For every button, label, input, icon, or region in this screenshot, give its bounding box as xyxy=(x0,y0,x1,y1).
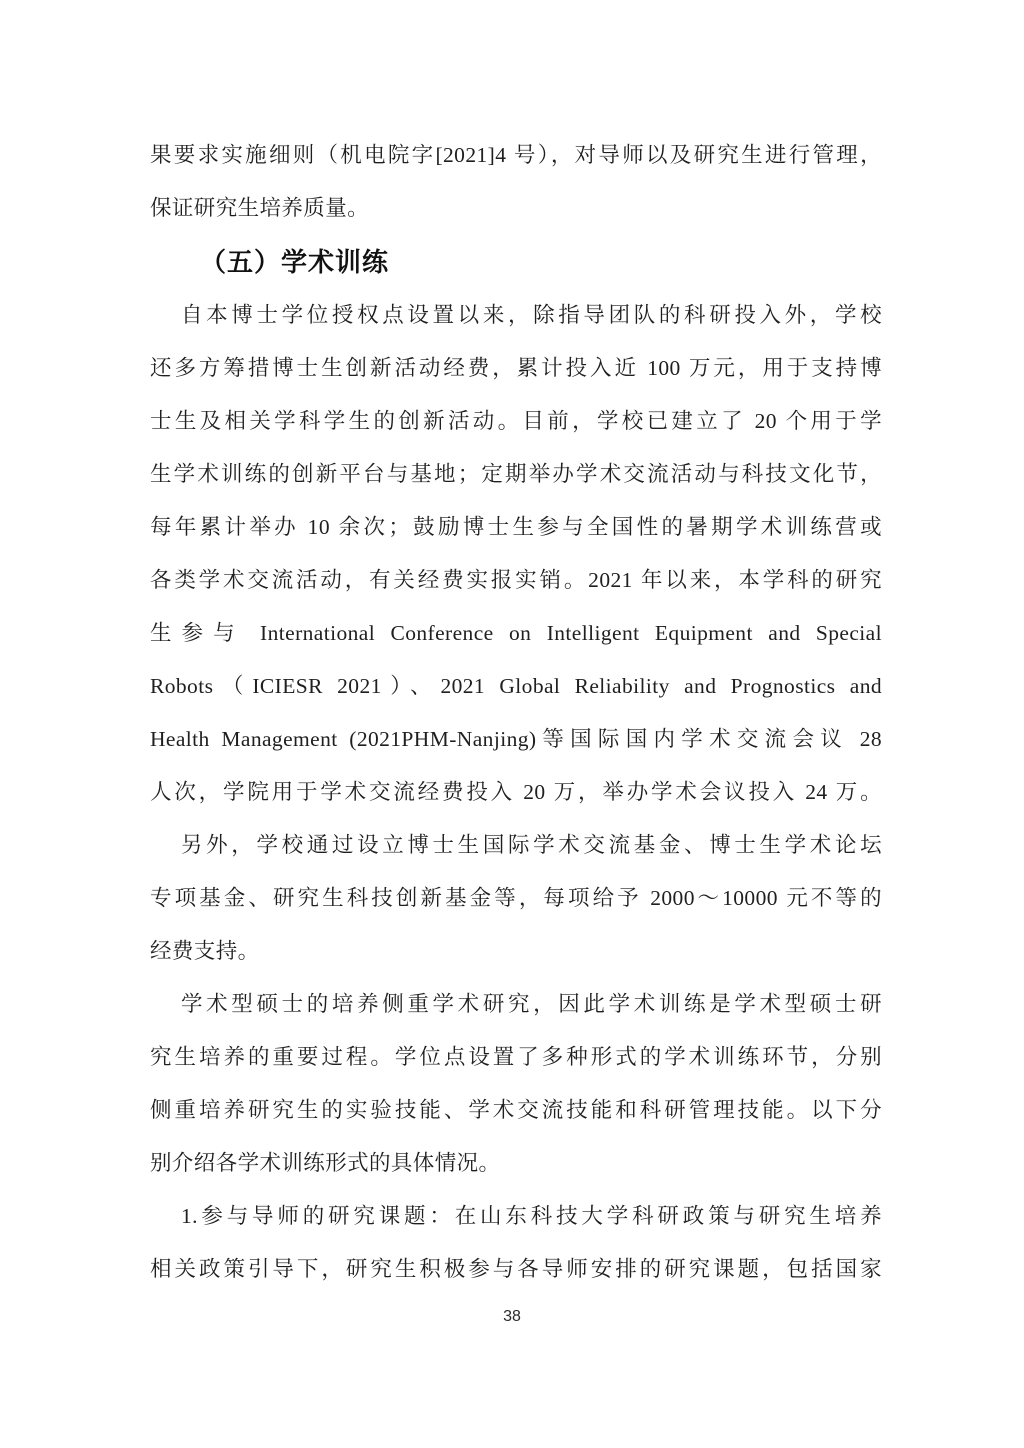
text-line: 学术型硕士的培养侧重学术研究，因此学术训练是学术型硕士研 xyxy=(181,992,882,1016)
section-heading: （五）学术训练 xyxy=(200,247,390,277)
text-line: 保证研究生培养质量。 xyxy=(150,196,370,220)
text-line: 还多方筹措博士生创新活动经费，累计投入近 100 万元，用于支持博 xyxy=(150,356,882,380)
page-footer xyxy=(0,1308,1024,1326)
text-line: 每年累计举办 10 余次；鼓励博士生参与全国性的暑期学术训练营或 xyxy=(150,515,882,539)
text-line: 各类学术交流活动，有关经费实报实销。2021 年以来，本学科的研究 xyxy=(150,568,882,592)
text-line: Health Management (2021PHM-Nanjing)等国际国内学术交流会议 28 xyxy=(150,727,882,751)
text-line: 1.参与导师的研究课题：在山东科技大学科研政策与研究生培养 xyxy=(181,1204,882,1228)
text-line: Robots（ICIESR 2021）、2021 Global Reliability and Prognostics and xyxy=(150,674,882,698)
text-line: 另外，学校通过设立博士生国际学术交流基金、博士生学术论坛 xyxy=(181,833,882,857)
text-line: 侧重培养研究生的实验技能、学术交流技能和科研管理技能。以下分 xyxy=(150,1098,882,1122)
text-line: 专项基金、研究生科技创新基金等，每项给予 2000～10000 元不等的 xyxy=(150,886,882,910)
text-line: 果要求实施细则（机电院字[2021]4 号），对导师以及研究生进行管理， xyxy=(150,143,882,167)
text-line: 人次，学院用于学术交流经费投入 20 万，举办学术会议投入 24 万。 xyxy=(150,780,882,804)
text-line: 经费支持。 xyxy=(150,939,260,963)
text-line: 究生培养的重要过程。学位点设置了多种形式的学术训练环节，分别 xyxy=(150,1045,882,1069)
document-body xyxy=(150,129,882,1296)
page-number: 38 xyxy=(503,1308,521,1325)
text-line: 生学术训练的创新平台与基地；定期举办学术交流活动与科技文化节， xyxy=(150,462,882,486)
text-line: 生参与 International Conference on Intelligent Equipment and Special xyxy=(150,621,882,645)
text-line: 相关政策引导下，研究生积极参与各导师安排的研究课题，包括国家 xyxy=(150,1257,882,1281)
text-line: 别介绍各学术训练形式的具体情况。 xyxy=(150,1151,501,1175)
text-line: 自本博士学位授权点设置以来，除指导团队的科研投入外，学校 xyxy=(181,303,882,327)
text-line: 士生及相关学科学生的创新活动。目前，学校已建立了 20 个用于学 xyxy=(150,409,882,433)
